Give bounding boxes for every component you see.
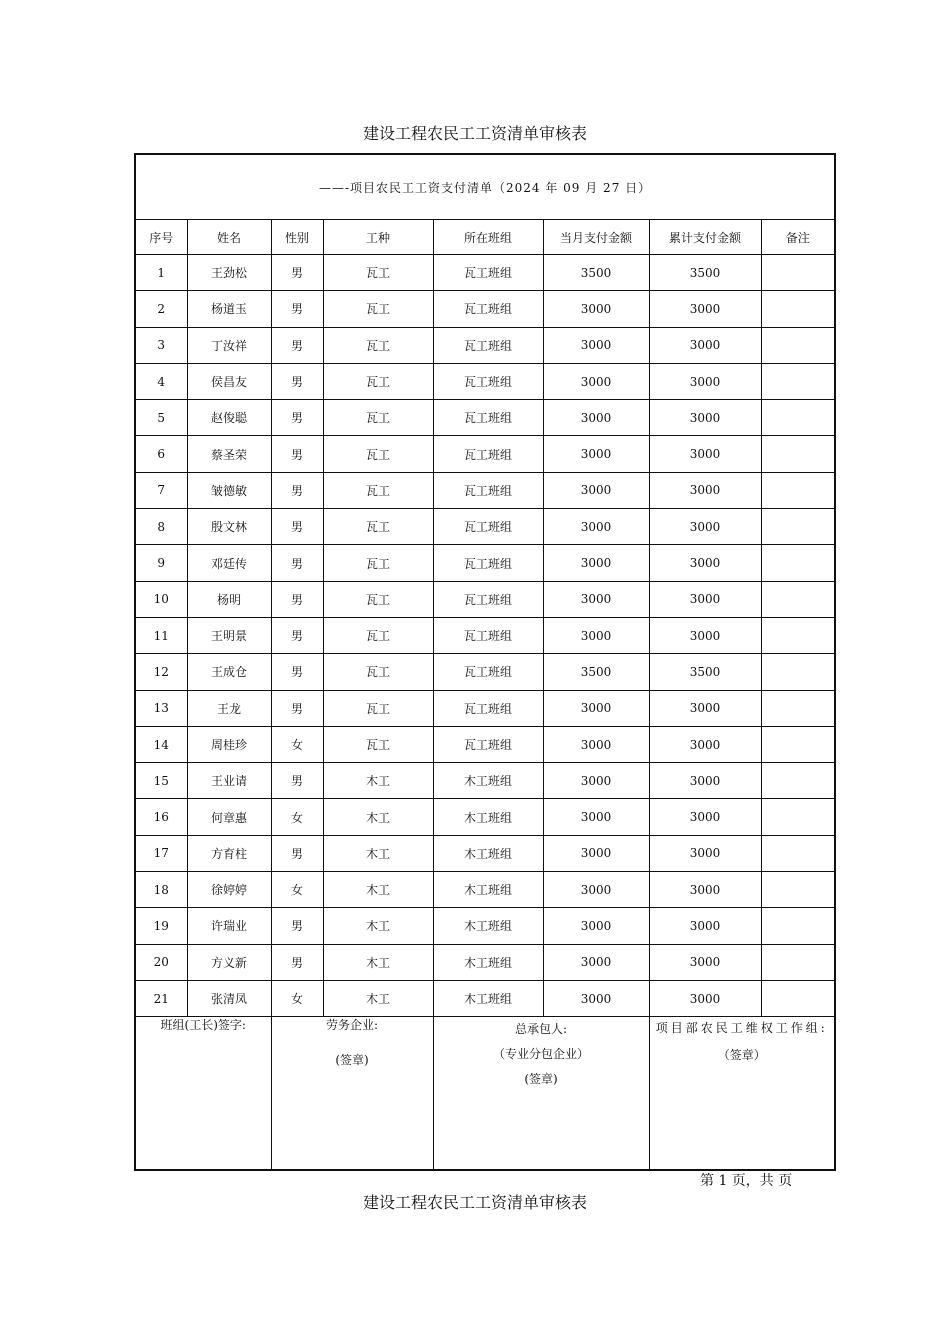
- table-header-row: [135, 220, 835, 255]
- project-dept-label: 项目部农民工维权工作组:: [655, 1021, 828, 1036]
- cell-index: 10: [135, 581, 187, 617]
- cell-remarks: [761, 835, 835, 871]
- cell-monthly-pay: 3500: [543, 654, 649, 690]
- cell-index: 18: [135, 872, 187, 908]
- cell-trade: 瓦工: [323, 363, 433, 399]
- cell-name: 许瑞业: [187, 908, 271, 944]
- cell-remarks: [761, 980, 835, 1016]
- cell-monthly-pay: 3000: [543, 980, 649, 1016]
- cell-gender: 男: [271, 472, 323, 508]
- cell-team: 瓦工班组: [433, 255, 543, 291]
- table-row: [135, 545, 835, 581]
- cell-monthly-pay: 3500: [543, 255, 649, 291]
- cell-trade: 瓦工: [323, 472, 433, 508]
- cell-trade: 瓦工: [323, 545, 433, 581]
- cell-remarks: [761, 908, 835, 944]
- cell-cumulative-pay: 3000: [649, 545, 761, 581]
- col-header-remarks: 备注: [761, 220, 835, 255]
- cell-cumulative-pay: 3000: [649, 509, 761, 545]
- cell-team: 瓦工班组: [433, 400, 543, 436]
- cell-index: 2: [135, 291, 187, 327]
- cell-team: 木工班组: [433, 872, 543, 908]
- cell-gender: 男: [271, 363, 323, 399]
- cell-name: 方义新: [187, 944, 271, 980]
- cell-remarks: [761, 763, 835, 799]
- table-row: [135, 327, 835, 363]
- cell-trade: 瓦工: [323, 617, 433, 653]
- table-row: [135, 908, 835, 944]
- cell-monthly-pay: 3000: [543, 400, 649, 436]
- cell-team: 瓦工班组: [433, 654, 543, 690]
- cell-cumulative-pay: 3000: [649, 835, 761, 871]
- cell-trade: 瓦工: [323, 436, 433, 472]
- cell-trade: 瓦工: [323, 654, 433, 690]
- cell-team: 瓦工班组: [433, 545, 543, 581]
- header-caption: 建设工程农民工工资清单审核表: [362, 124, 587, 143]
- cell-remarks: [761, 799, 835, 835]
- cell-gender: 男: [271, 835, 323, 871]
- cell-team: 瓦工班组: [433, 291, 543, 327]
- table-row: [135, 872, 835, 908]
- col-header-monthly-pay: 当月支付金额: [543, 220, 649, 255]
- table-row: [135, 980, 835, 1016]
- col-header-index: 序号: [135, 220, 187, 255]
- cell-cumulative-pay: 3000: [649, 327, 761, 363]
- cell-name: 杨道玉: [187, 291, 271, 327]
- cell-name: 殷文林: [187, 509, 271, 545]
- cell-name: 张清凤: [187, 980, 271, 1016]
- cell-monthly-pay: 3000: [543, 908, 649, 944]
- cell-gender: 男: [271, 944, 323, 980]
- cell-name: 王明景: [187, 617, 271, 653]
- cell-remarks: [761, 654, 835, 690]
- cell-gender: 女: [271, 799, 323, 835]
- cell-monthly-pay: 3000: [543, 944, 649, 980]
- cell-monthly-pay: 3000: [543, 763, 649, 799]
- cell-team: 木工班组: [433, 944, 543, 980]
- cell-remarks: [761, 363, 835, 399]
- labor-company-label: 劳务企业:: [325, 1018, 379, 1033]
- cell-trade: 木工: [323, 872, 433, 908]
- cell-remarks: [761, 509, 835, 545]
- cell-monthly-pay: 3000: [543, 726, 649, 762]
- cell-monthly-pay: 3000: [543, 799, 649, 835]
- cell-index: 5: [135, 400, 187, 436]
- cell-index: 13: [135, 690, 187, 726]
- table-row: [135, 835, 835, 871]
- cell-name: 方育柱: [187, 835, 271, 871]
- cell-remarks: [761, 690, 835, 726]
- cell-gender: 男: [271, 291, 323, 327]
- cell-cumulative-pay: 3000: [649, 726, 761, 762]
- cell-remarks: [761, 400, 835, 436]
- cell-team: 瓦工班组: [433, 690, 543, 726]
- cell-trade: 瓦工: [323, 327, 433, 363]
- cell-team: 瓦工班组: [433, 436, 543, 472]
- cell-gender: 男: [271, 436, 323, 472]
- cell-name: 赵俊聪: [187, 400, 271, 436]
- general-contractor-sign-cell[interactable]: [433, 1017, 649, 1171]
- cell-monthly-pay: 3000: [543, 690, 649, 726]
- cell-index: 3: [135, 327, 187, 363]
- cell-cumulative-pay: 3500: [649, 654, 761, 690]
- cell-gender: 男: [271, 581, 323, 617]
- cell-cumulative-pay: 3000: [649, 908, 761, 944]
- col-header-cumulative-pay: 累计支付金额: [649, 220, 761, 255]
- cell-remarks: [761, 327, 835, 363]
- cell-index: 20: [135, 944, 187, 980]
- cell-monthly-pay: 3000: [543, 509, 649, 545]
- cell-remarks: [761, 944, 835, 980]
- cell-index: 19: [135, 908, 187, 944]
- cell-team: 瓦工班组: [433, 363, 543, 399]
- cell-team: 木工班组: [433, 835, 543, 871]
- cell-index: 6: [135, 436, 187, 472]
- cell-trade: 瓦工: [323, 581, 433, 617]
- table-row: [135, 509, 835, 545]
- cell-name: 王成仓: [187, 654, 271, 690]
- signature-row: [135, 1017, 835, 1171]
- cell-gender: 男: [271, 509, 323, 545]
- cell-index: 11: [135, 617, 187, 653]
- team-leader-sign-cell[interactable]: [135, 1017, 271, 1171]
- cell-gender: 男: [271, 908, 323, 944]
- table-row: [135, 763, 835, 799]
- cell-index: 21: [135, 980, 187, 1016]
- cell-index: 14: [135, 726, 187, 762]
- cell-team: 木工班组: [433, 799, 543, 835]
- team-leader-sign-label: 班组(工长)签字:: [160, 1018, 246, 1033]
- cell-name: 皱德敏: [187, 472, 271, 508]
- cell-remarks: [761, 545, 835, 581]
- general-contractor-label: 总承包人:: [514, 1022, 568, 1037]
- cell-cumulative-pay: 3000: [649, 581, 761, 617]
- table-row: [135, 799, 835, 835]
- cell-cumulative-pay: 3000: [649, 617, 761, 653]
- cell-gender: 女: [271, 872, 323, 908]
- table-row: [135, 581, 835, 617]
- cell-team: 瓦工班组: [433, 726, 543, 762]
- cell-remarks: [761, 436, 835, 472]
- cell-gender: 男: [271, 545, 323, 581]
- cell-monthly-pay: 3000: [543, 327, 649, 363]
- cell-monthly-pay: 3000: [543, 872, 649, 908]
- page-number: 第 1 页，共 页: [700, 1173, 793, 1189]
- cell-name: 王龙: [187, 690, 271, 726]
- cell-remarks: [761, 726, 835, 762]
- cell-cumulative-pay: 3000: [649, 799, 761, 835]
- cell-trade: 木工: [323, 944, 433, 980]
- cell-index: 1: [135, 255, 187, 291]
- cell-monthly-pay: 3000: [543, 291, 649, 327]
- cell-trade: 木工: [323, 799, 433, 835]
- cell-name: 王业请: [187, 763, 271, 799]
- cell-remarks: [761, 472, 835, 508]
- cell-cumulative-pay: 3000: [649, 763, 761, 799]
- cell-name: 丁汝祥: [187, 327, 271, 363]
- cell-name: 何章惠: [187, 799, 271, 835]
- table-body: [135, 255, 835, 1017]
- cell-team: 瓦工班组: [433, 617, 543, 653]
- table-row: [135, 291, 835, 327]
- cell-cumulative-pay: 3500: [649, 255, 761, 291]
- cell-name: 杨明: [187, 581, 271, 617]
- cell-team: 瓦工班组: [433, 472, 543, 508]
- labor-company-sign-cell[interactable]: [271, 1017, 433, 1171]
- cell-cumulative-pay: 3000: [649, 436, 761, 472]
- cell-index: 16: [135, 799, 187, 835]
- cell-index: 8: [135, 509, 187, 545]
- cell-trade: 瓦工: [323, 509, 433, 545]
- table-row: [135, 255, 835, 291]
- table-row: [135, 436, 835, 472]
- cell-monthly-pay: 3000: [543, 472, 649, 508]
- col-header-gender: 性别: [271, 220, 323, 255]
- cell-index: 17: [135, 835, 187, 871]
- table-title: ——-项目农民工工资支付清单（2024 年 09 月 27 日）: [135, 154, 835, 220]
- labor-company-seal: (签章): [335, 1053, 369, 1068]
- table-row: [135, 363, 835, 399]
- cell-team: 木工班组: [433, 980, 543, 1016]
- cell-monthly-pay: 3000: [543, 835, 649, 871]
- cell-remarks: [761, 617, 835, 653]
- footer-caption: 建设工程农民工工资清单审核表: [362, 1193, 587, 1212]
- cell-trade: 木工: [323, 763, 433, 799]
- cell-trade: 瓦工: [323, 690, 433, 726]
- cell-cumulative-pay: 3000: [649, 291, 761, 327]
- cell-trade: 木工: [323, 980, 433, 1016]
- cell-trade: 瓦工: [323, 291, 433, 327]
- cell-name: 邓廷传: [187, 545, 271, 581]
- cell-name: 王劲松: [187, 255, 271, 291]
- cell-cumulative-pay: 3000: [649, 690, 761, 726]
- cell-monthly-pay: 3000: [543, 363, 649, 399]
- col-header-team: 所在班组: [433, 220, 543, 255]
- cell-monthly-pay: 3000: [543, 581, 649, 617]
- cell-name: 周桂珍: [187, 726, 271, 762]
- col-header-trade: 工种: [323, 220, 433, 255]
- cell-trade: 瓦工: [323, 726, 433, 762]
- cell-gender: 女: [271, 726, 323, 762]
- col-header-name: 姓名: [187, 220, 271, 255]
- table-row: [135, 726, 835, 762]
- table-row: [135, 690, 835, 726]
- cell-trade: 瓦工: [323, 400, 433, 436]
- cell-gender: 男: [271, 400, 323, 436]
- cell-gender: 男: [271, 690, 323, 726]
- wage-table: [134, 153, 836, 1171]
- cell-cumulative-pay: 3000: [649, 944, 761, 980]
- cell-index: 12: [135, 654, 187, 690]
- cell-cumulative-pay: 3000: [649, 472, 761, 508]
- cell-cumulative-pay: 3000: [649, 400, 761, 436]
- cell-index: 9: [135, 545, 187, 581]
- table-row: [135, 944, 835, 980]
- cell-team: 木工班组: [433, 908, 543, 944]
- cell-gender: 女: [271, 980, 323, 1016]
- cell-remarks: [761, 291, 835, 327]
- cell-team: 瓦工班组: [433, 327, 543, 363]
- cell-index: 7: [135, 472, 187, 508]
- cell-remarks: [761, 872, 835, 908]
- cell-cumulative-pay: 3000: [649, 980, 761, 1016]
- cell-team: 瓦工班组: [433, 509, 543, 545]
- cell-remarks: [761, 581, 835, 617]
- cell-name: 侯昌友: [187, 363, 271, 399]
- cell-trade: 木工: [323, 908, 433, 944]
- cell-remarks: [761, 255, 835, 291]
- table-row: [135, 617, 835, 653]
- table-row: [135, 654, 835, 690]
- cell-monthly-pay: 3000: [543, 545, 649, 581]
- project-dept-sign-cell[interactable]: [649, 1017, 835, 1171]
- cell-name: 徐婷婷: [187, 872, 271, 908]
- cell-team: 木工班组: [433, 763, 543, 799]
- general-contractor-sub: （专业分包企业）: [492, 1047, 589, 1062]
- cell-monthly-pay: 3000: [543, 436, 649, 472]
- cell-index: 15: [135, 763, 187, 799]
- cell-cumulative-pay: 3000: [649, 363, 761, 399]
- cell-trade: 瓦工: [323, 255, 433, 291]
- cell-index: 4: [135, 363, 187, 399]
- cell-gender: 男: [271, 617, 323, 653]
- general-contractor-seal: (签章): [524, 1071, 558, 1086]
- cell-team: 瓦工班组: [433, 581, 543, 617]
- cell-monthly-pay: 3000: [543, 617, 649, 653]
- cell-gender: 男: [271, 327, 323, 363]
- table-row: [135, 400, 835, 436]
- cell-gender: 男: [271, 255, 323, 291]
- cell-gender: 男: [271, 654, 323, 690]
- project-dept-seal: （签章）: [717, 1048, 766, 1063]
- cell-gender: 男: [271, 763, 323, 799]
- cell-cumulative-pay: 3000: [649, 872, 761, 908]
- table-row: [135, 472, 835, 508]
- cell-name: 蔡圣荣: [187, 436, 271, 472]
- cell-trade: 木工: [323, 835, 433, 871]
- table-title-row: [135, 154, 835, 220]
